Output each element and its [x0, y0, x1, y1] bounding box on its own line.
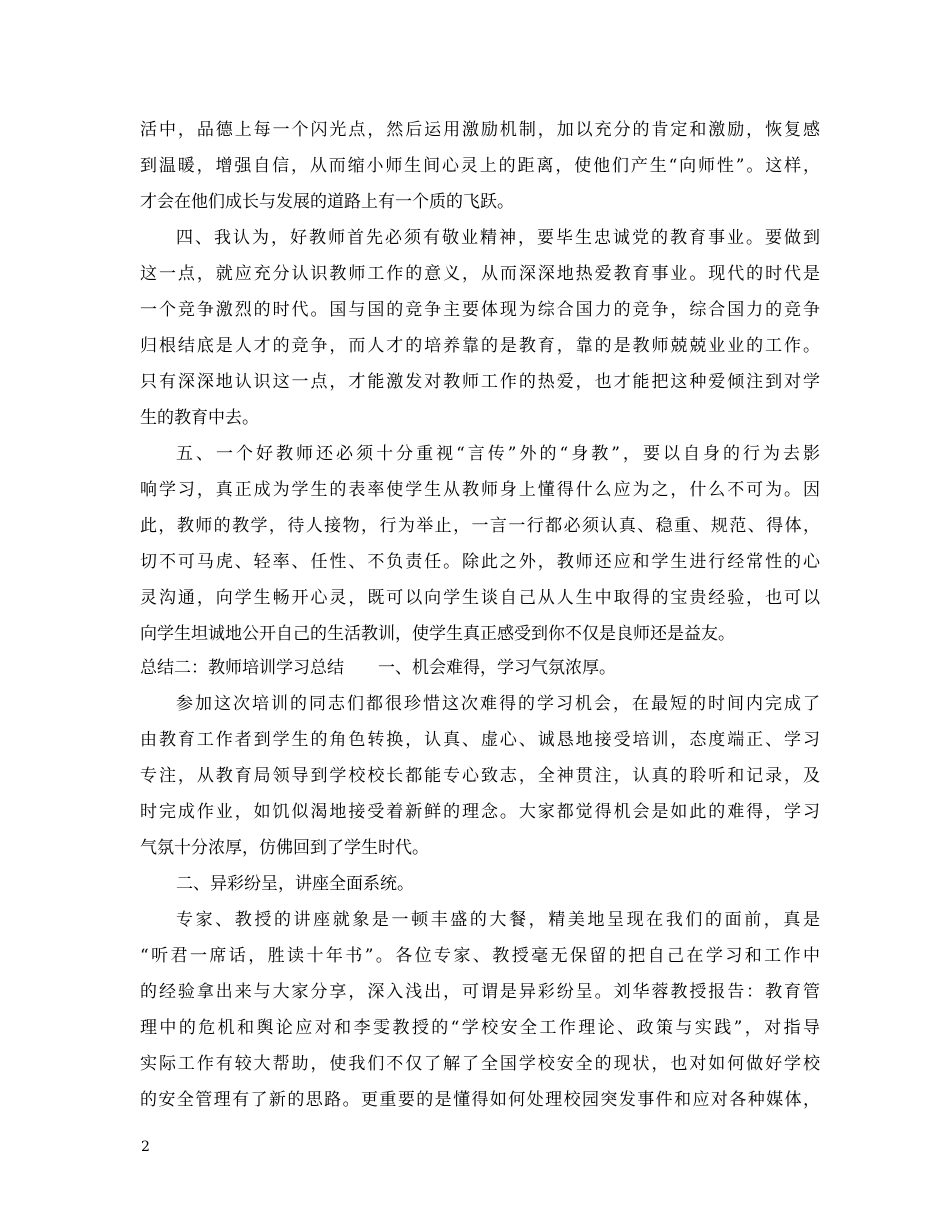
paragraph-line: “听君一席话，胜读十年书”。各位专家、教授毫无保留的把自己在学习和工作中: [140, 946, 820, 966]
paragraph-line: 五、一个好教师还必须十分重视“言传”外的“身教”，要以自身的行为去影: [176, 444, 820, 464]
paragraph-line: 气氛十分浓厚，仿佛回到了学生时代。: [140, 838, 429, 858]
section-heading: 二、异彩纷呈，讲座全面系统。: [176, 874, 414, 894]
paragraph-line: 才会在他们成长与发展的道路上有一个质的飞跃。: [140, 192, 514, 212]
paragraph-line: 专家、教授的讲座就象是一顿丰盛的大餐，精美地呈现在我们的面前，真是: [176, 910, 820, 930]
paragraph-line: 响学习，真正成为学生的表率使学生从教师身上懂得什么应为之，什么不可为。因: [140, 480, 820, 500]
page-number: 2: [141, 1139, 150, 1155]
paragraph-line: 这一点，就应充分认识教师工作的意义，从而深深地热爱教育事业。现代的时代是: [140, 264, 820, 284]
paragraph-line: 归根结底是人才的竞争，而人才的培养靠的是教育，靠的是教师兢兢业业的工作。: [140, 336, 820, 356]
paragraph-line: 的安全管理有了新的思路。更重要的是懂得如何处理校园突发事件和应对各种媒体，: [140, 1090, 820, 1110]
paragraph-line: 参加这次培训的同志们都很珍惜这次难得的学习机会，在最短的时间内完成了: [176, 694, 820, 714]
section-heading: 总结二：教师培训学习总结 一、机会难得，学习气氛浓厚。: [140, 658, 616, 678]
paragraph-line: 灵沟通，向学生畅开心灵，既可以向学生谈自己从人生中取得的宝贵经验，也可以: [140, 588, 820, 608]
paragraph-line: 一个竞争激烈的时代。国与国的竞争主要体现为综合国力的竞争，综合国力的竞争: [140, 300, 820, 320]
paragraph-line: 活中，品德上每一个闪光点，然后运用激励机制，加以充分的肯定和激励，恢复感: [140, 120, 820, 140]
paragraph-line: 理中的危机和舆论应对和李雯教授的“学校安全工作理论、政策与实践”，对指导: [140, 1018, 820, 1038]
paragraph-line: 切不可马虎、轻率、任性、不负责任。除此之外，教师还应和学生进行经常性的心: [140, 552, 820, 572]
paragraph-line: 向学生坦诚地公开自己的生活教训，使学生真正感受到你不仅是良师还是益友。: [140, 624, 735, 644]
paragraph-line: 只有深深地认识这一点，才能激发对教师工作的热爱，也才能把这种爱倾注到对学: [140, 372, 820, 392]
paragraph-line: 四、我认为，好教师首先必须有敬业精神，要毕生忠诚党的教育事业。要做到: [176, 228, 820, 248]
paragraph-line: 的经验拿出来与大家分享，深入浅出，可谓是异彩纷呈。刘华蓉教授报告：教育管: [140, 982, 820, 1002]
paragraph-line: 时完成作业，如饥似渴地接受着新鲜的理念。大家都觉得机会是如此的难得，学习: [140, 802, 820, 822]
paragraph-line: 到温暖，增强自信，从而缩小师生间心灵上的距离，使他们产生“向师性”。这样，: [140, 156, 820, 176]
paragraph-line: 生的教育中去。: [140, 408, 259, 428]
paragraph-line: 实际工作有较大帮助，使我们不仅了解了全国学校安全的现状，也对如何做好学校: [140, 1054, 820, 1074]
paragraph-line: 由教育工作者到学生的角色转换，认真、虚心、诚恳地接受培训，态度端正、学习: [140, 730, 820, 750]
paragraph-line: 此，教师的教学，待人接物，行为举止，一言一行都必须认真、稳重、规范、得体，: [140, 516, 820, 536]
paragraph-line: 专注，从教育局领导到学校校长都能专心致志，全神贯注，认真的聆听和记录，及: [140, 766, 820, 786]
